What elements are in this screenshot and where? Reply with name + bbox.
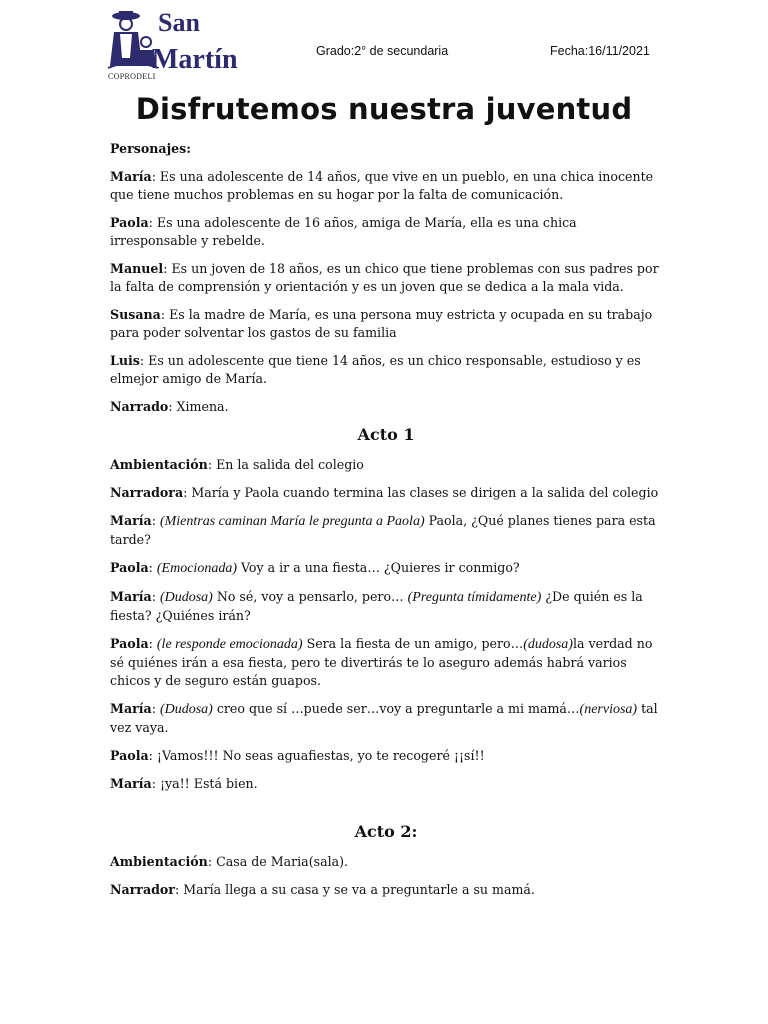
logo-org: COPRODELI — [108, 72, 156, 81]
script-line: Paola: (Emocionada) Voy a ir a una fiesta… ¿Quieres ir conmigo? — [110, 560, 520, 576]
character-entry: Paola: Es una adolescente de 16 años, amiga de María, ella es una chica irresponsable y rebelde. — [110, 215, 577, 248]
script-line: Paola: (le responde emocionada) Sera la fiesta de un amigo, pero…(dudosa)la verdad no sé quiénes irán a esa fiesta, pero te divertirás te lo aseguro además habrá varios chicos y de seguro están guapos. — [110, 636, 653, 688]
document-title: Disfrutemos nuestra juventud — [135, 92, 633, 126]
script-line: Paola: ¡Vamos!!! No seas aguafiestas, yo te recogeré ¡¡sí!! — [110, 748, 485, 763]
script-line: María: (Dudosa) No sé, voy a pensarlo, pero… (Pregunta tímidamente) ¿De quién es la fiesta? ¿Quiénes irán? — [110, 589, 643, 623]
document-body — [110, 140, 662, 909]
script-line: Narrador: María llega a su casa y se va a preguntarle a su mamá. — [110, 882, 535, 897]
date-label: Fecha:16/11/2021 — [550, 44, 650, 58]
act2-heading: Acto 2: — [354, 822, 418, 841]
character-entry: Susana: Es la madre de María, es una persona muy estricta y ocupada en su trabajo para poder solventar los gastos de su familia — [110, 307, 653, 340]
character-entry: María: Es una adolescente de 14 años, que vive en un pueblo, en una chica inocente que tiene muchos problemas en su hogar por la falta de comunicación. — [110, 169, 654, 202]
script-line: Ambientación: En la salida del colegio — [110, 457, 364, 472]
script-line: María: ¡ya!! Está bien. — [110, 776, 258, 791]
logo-word-martin: Martín — [152, 44, 238, 75]
script-line: María: (Dudosa) creo que sí …puede ser…voy a preguntarle a mi mamá…(nerviosa) tal vez vaya. — [110, 701, 658, 735]
script-line: María: (Mientras caminan María le pregunta a Paola) Paola, ¿Qué planes tienes para esta tarde? — [110, 513, 656, 547]
grade-label: Grado:2° de secundaria — [316, 44, 449, 58]
logo-word-san: San — [158, 8, 200, 37]
character-entry: Manuel: Es un joven de 18 años, es un chico que tiene problemas con sus padres por la falta de comprensión y orientación y es un joven que se dedica a la mala vida. — [110, 261, 659, 294]
script-line: Narradora: María y Paola cuando termina las clases se dirigen a la salida del colegio — [110, 485, 659, 500]
character-entry: Luis: Es un adolescente que tiene 14 años, es un chico responsable, estudioso y es elmejor amigo de María. — [110, 353, 641, 386]
character-entry: Narrado: Ximena. — [110, 399, 229, 414]
act1-heading: Acto 1 — [357, 425, 415, 444]
personajes-heading: Personajes: — [110, 141, 191, 156]
school-logo — [104, 8, 238, 84]
script-line: Ambientación: Casa de Maria(sala). — [110, 854, 349, 869]
